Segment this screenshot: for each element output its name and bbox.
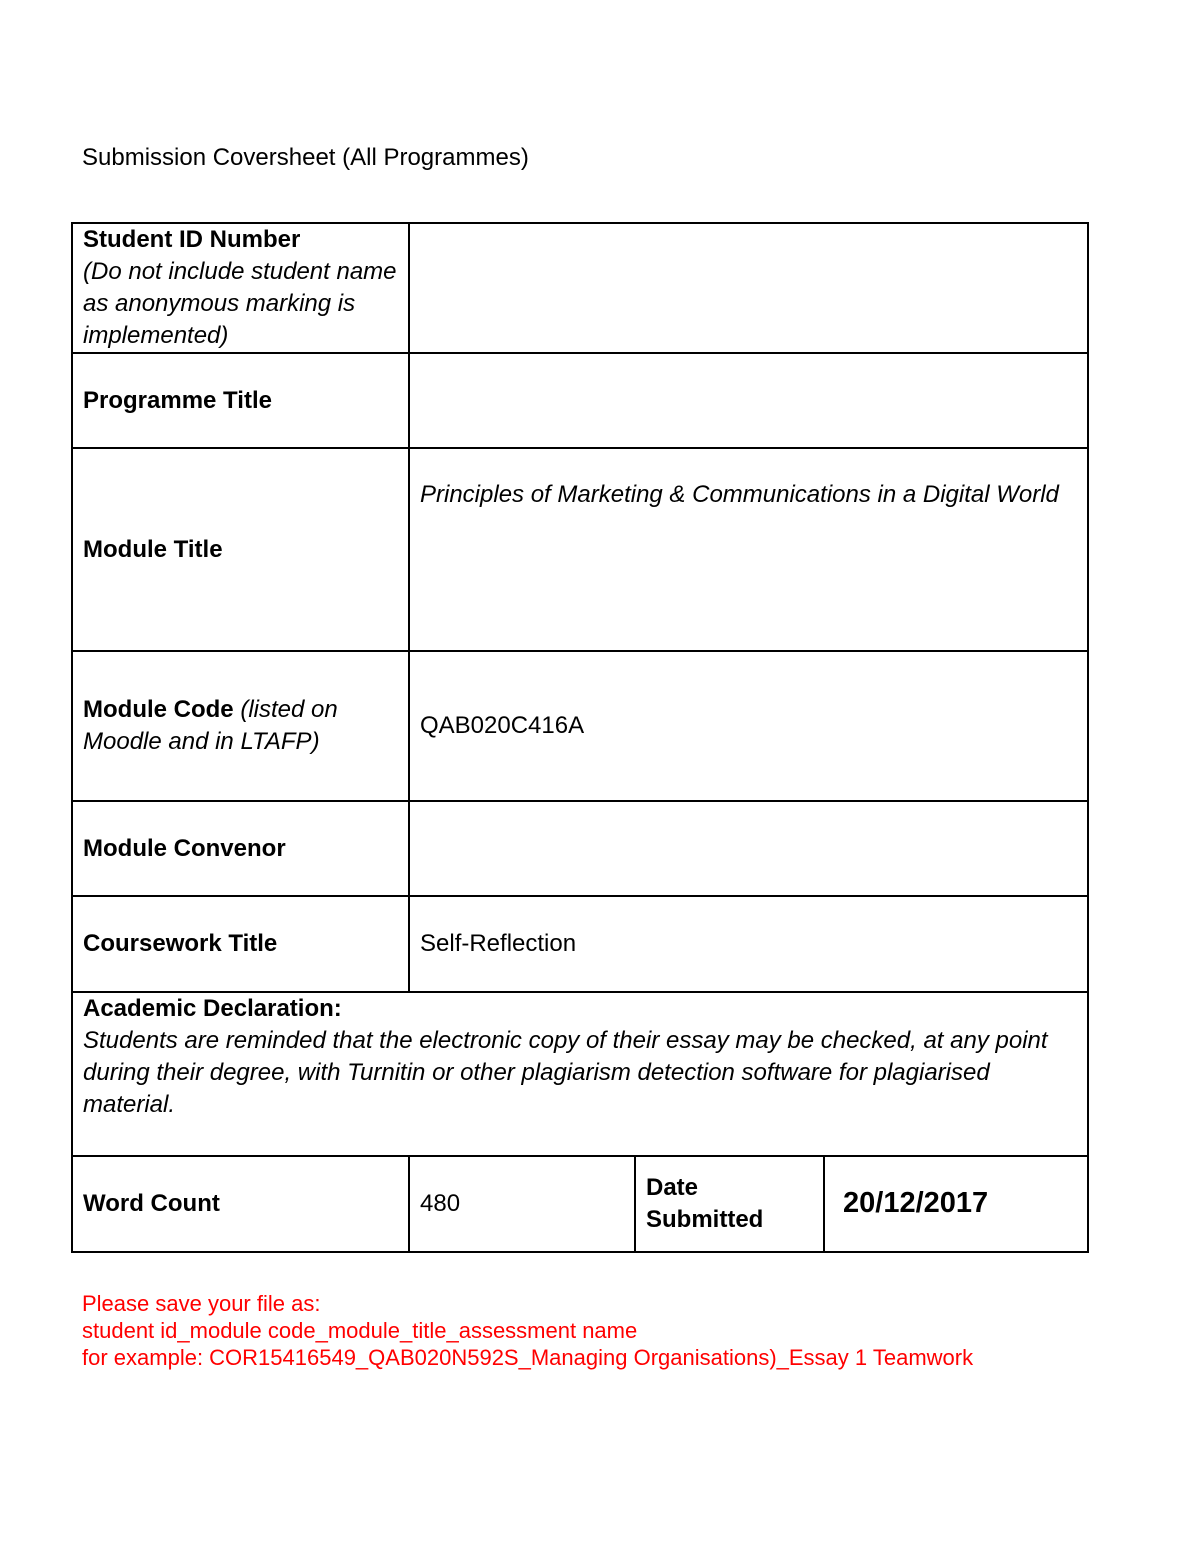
row-student-id	[72, 223, 1088, 353]
module-title-label: Module Title	[83, 535, 223, 563]
student-id-label-cell	[72, 223, 409, 353]
coursework-title-label-cell	[72, 896, 409, 992]
row-module-title	[72, 448, 1088, 651]
module-title-value: Principles of Marketing & Communications in a Digital World	[420, 481, 1059, 508]
row-module-code	[72, 651, 1088, 801]
instructions-line-2: student id_module code_module_title_assessment name	[82, 1318, 638, 1343]
instructions-line-3: for example: COR15416549_QAB020N592S_Managing Organisations)_Essay 1 Teamwork	[82, 1345, 974, 1370]
module-convenor-label: Module Convenor	[83, 834, 286, 862]
word-count-label: Word Count	[83, 1190, 220, 1217]
row-module-convenor	[72, 801, 1088, 896]
module-code-value: QAB020C416A	[420, 712, 585, 739]
row-programme-title	[72, 353, 1088, 448]
page-title: Submission Coversheet (All Programmes)	[82, 144, 529, 171]
module-convenor-label-cell	[72, 801, 409, 896]
academic-declaration-text: Students are reminded that the electronic copy of their essay may be checked, at any point during their degree, with Turnitin or other plagiarism detection software for plagiarised material.	[83, 1027, 1048, 1118]
instructions-line-1: Please save your file as:	[82, 1291, 321, 1316]
date-submitted-value: 20/12/2017	[843, 1187, 989, 1219]
student-id-note: (Do not include student name as anonymous marking is implemented)	[83, 258, 397, 349]
programme-title-label: Programme Title	[83, 386, 272, 414]
academic-declaration-cell	[72, 992, 1088, 1156]
student-id-field[interactable]	[409, 223, 1088, 353]
module-code-label: Module Code	[83, 696, 234, 723]
module-convenor-field[interactable]	[409, 801, 1088, 896]
module-code-label-cell	[72, 651, 409, 801]
word-count-value: 480	[420, 1190, 461, 1217]
module-title-label-cell	[72, 448, 409, 651]
date-submitted-label-cell	[635, 1156, 824, 1252]
date-submitted-field[interactable]	[824, 1156, 1088, 1252]
programme-title-field[interactable]	[409, 353, 1088, 448]
coursework-title-field[interactable]	[409, 896, 1088, 992]
student-id-label: Student ID Number	[83, 226, 301, 253]
file-naming-instructions	[82, 1290, 973, 1371]
coursework-title-label: Coursework Title	[83, 930, 278, 957]
row-coursework-title	[72, 896, 1088, 992]
word-count-field[interactable]	[409, 1156, 635, 1252]
word-count-label-cell	[72, 1156, 409, 1252]
coursework-title-value: Self-Reflection	[420, 930, 577, 957]
row-academic-declaration	[72, 992, 1088, 1156]
coversheet-table	[71, 222, 1089, 1253]
programme-title-label-cell	[72, 353, 409, 448]
module-code-note: (listed on Moodle and in LTAFP)	[83, 696, 338, 755]
academic-declaration-heading: Academic Declaration:	[83, 995, 342, 1022]
row-word-count-date	[72, 1156, 1088, 1252]
module-title-field[interactable]	[409, 448, 1088, 651]
date-submitted-label: Date Submitted	[646, 1174, 764, 1233]
module-code-field[interactable]	[409, 651, 1088, 801]
